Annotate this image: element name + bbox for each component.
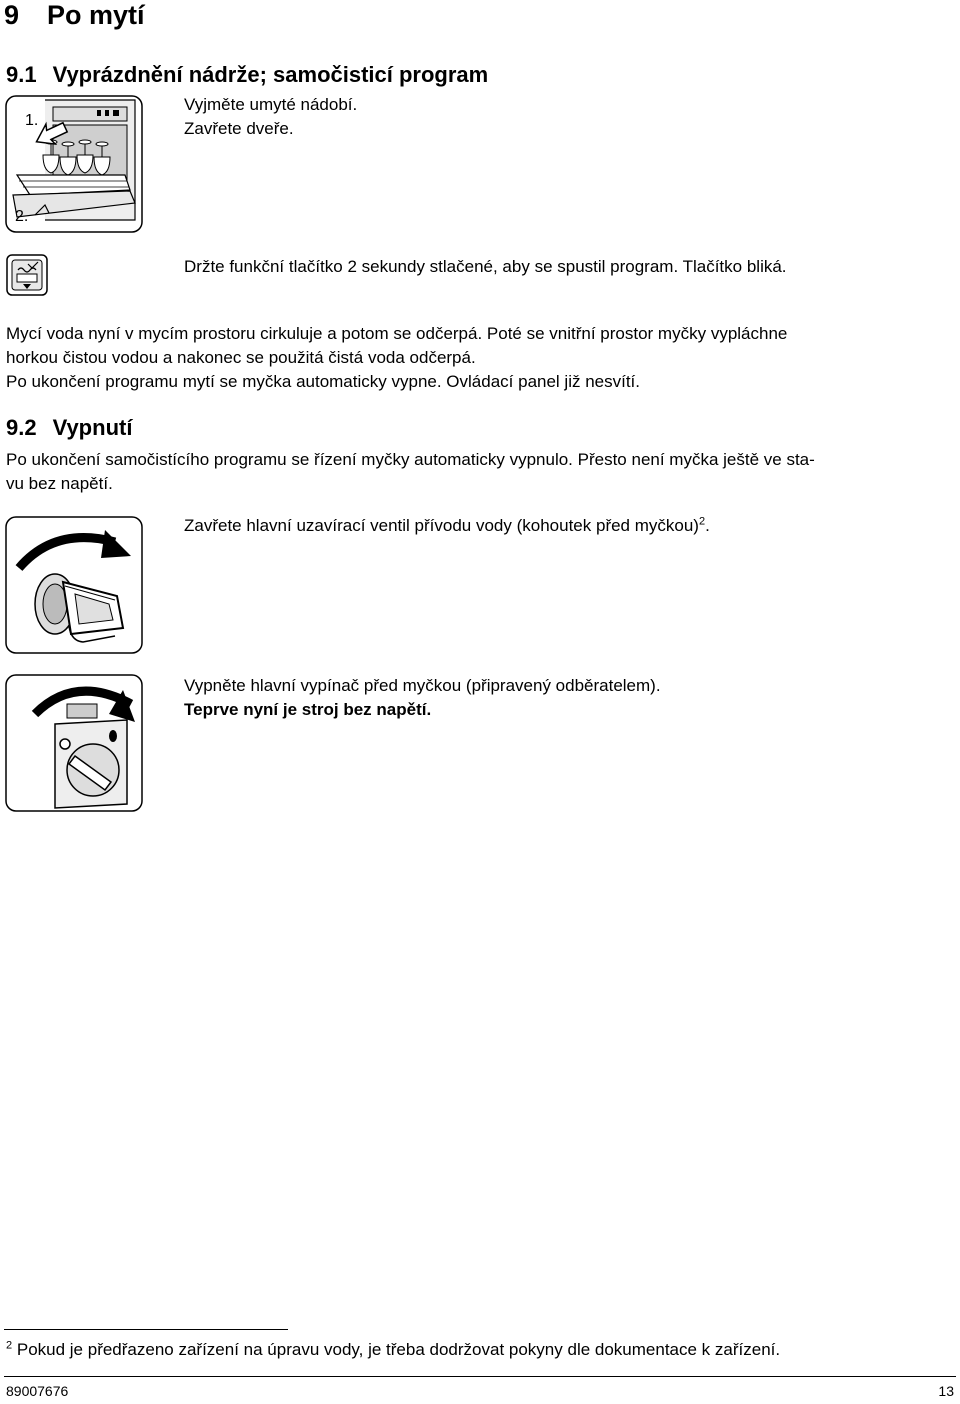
document-number: 89007676 <box>6 1383 69 1399</box>
paragraph-line-3: Po ukončení programu mytí se myčka automaticky vypne. Ovládací panel již nesvítí. <box>6 372 641 391</box>
step-label-2: 2. <box>15 208 29 225</box>
valve-instruction <box>184 514 710 538</box>
switch-bold-note: Teprve nyní je stroj bez napětí. <box>184 700 432 719</box>
shutdown-paragraph-line-1: Po ukončení samočistícího programu se řízení myčky automaticky vypnulo. Přesto není myčka ještě ve sta- <box>6 450 815 469</box>
footnote <box>6 1338 780 1362</box>
water-valve-illustration <box>5 516 143 654</box>
switch-instruction: Vypněte hlavní vypínač před myčkou (připravený odběratelem). <box>184 676 661 695</box>
function-button-icon <box>6 254 48 296</box>
paragraph-line-2: horkou čistou vodou a nakonec se použitá čistá voda odčerpá. <box>6 348 476 367</box>
dishwasher-unload-illustration <box>5 95 143 233</box>
footnote-marker: 2 <box>6 1339 13 1352</box>
paragraph-line-1: Mycí voda nyní v mycím prostoru cirkuluje a potom se odčerpá. Poté se vnitřní prostor myčky vypláchne <box>6 324 788 343</box>
footer-divider <box>4 1376 956 1377</box>
instruction-line-2: Zavřete dveře. <box>184 119 294 138</box>
footnote-reference: 2 <box>698 515 706 528</box>
button-instruction: Držte funkční tlačítko 2 sekundy stlačené, aby se spustil program. Tlačítko bliká. <box>184 257 787 276</box>
shutdown-paragraph-line-2: vu bez napětí. <box>6 474 113 493</box>
section-number: 9 <box>4 0 20 30</box>
main-switch-illustration <box>5 674 143 812</box>
subsection-number: 9.2 <box>6 415 37 440</box>
subsection-title: Vypnutí <box>52 415 133 440</box>
subsection-heading-1 <box>6 62 488 88</box>
section-heading <box>4 0 145 31</box>
section-title: Po mytí <box>47 0 145 30</box>
instruction-line-1: Vyjměte umyté nádobí. <box>184 95 358 114</box>
step-label-1: 1. <box>25 112 39 129</box>
footnote-divider <box>4 1329 288 1330</box>
footnote-text: Pokud je předřazeno zařízení na úpravu vody, je třeba dodržovat pokyny dle dokumentace k zařízení. <box>16 1340 781 1359</box>
subsection-heading-2 <box>6 415 132 441</box>
subsection-number: 9.1 <box>6 62 37 87</box>
valve-instruction-end: . <box>705 516 710 535</box>
page-number: 13 <box>938 1383 954 1399</box>
valve-instruction-text: Zavřete hlavní uzavírací ventil přívodu vody (kohoutek před myčkou) <box>184 516 699 535</box>
subsection-title: Vyprázdnění nádrže; samočisticí program <box>52 62 489 87</box>
